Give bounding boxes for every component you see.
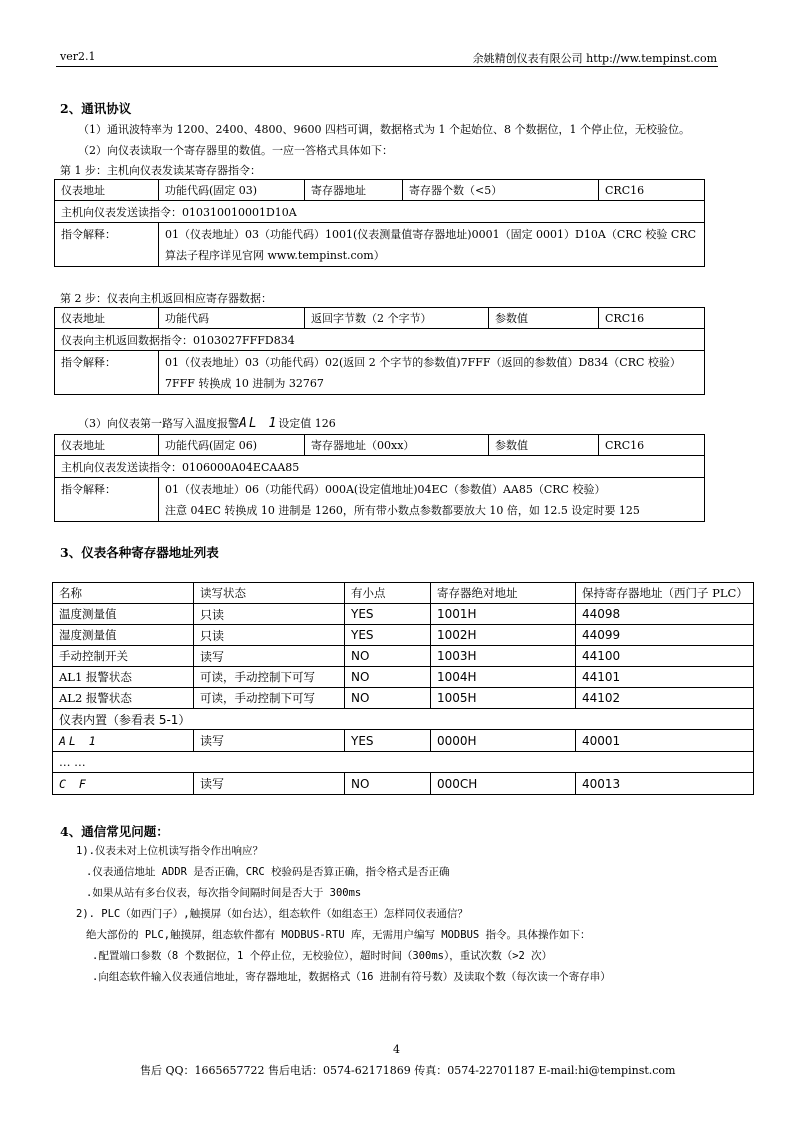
- col-function-code: 功能代码: [159, 308, 305, 329]
- row-holding-address: 44100: [576, 646, 754, 667]
- col-param-value: 参数值: [489, 435, 599, 456]
- row-holding-address: 44098: [576, 604, 754, 625]
- faq-question-2: 2). PLC（如西门子）,触摸屏（如台达），组态软件（如组态王）怎样同仪表通信？: [76, 908, 468, 920]
- col-decimal: 有小点: [345, 583, 431, 604]
- table-row: [53, 773, 754, 795]
- step2-explain-text2: 7FFF 转换成 10 进制为 32767: [165, 377, 324, 390]
- faq-answer-2a: 绝大部份的 PLC,触摸屏，组态软件都有 MODBUS-RTU 库，无需用户编写 MODBUS 指令。具体操作如下：: [86, 929, 591, 941]
- row-holding-address: 44101: [576, 667, 754, 688]
- col-crc16: CRC16: [599, 180, 705, 201]
- row-absolute-address: 1001H: [431, 604, 576, 625]
- company-header: 余姚精创仪表有限公司 http://ww.tempinst.com: [472, 52, 717, 65]
- col-param-value: 参数值: [489, 308, 599, 329]
- row-rw: 可读，手动控制下可写: [194, 667, 345, 688]
- section-4-title: 4、通信常见问题：: [60, 824, 169, 839]
- row-decimal: YES: [345, 625, 431, 646]
- page-number: 4: [393, 1043, 400, 1056]
- step3-title: [78, 415, 336, 431]
- step3-explain-text2: 注意 04EC 转换成 10 进制是 1260，所有带小数点参数都要放大 10 倍，如 12.5 设定时要 125: [165, 504, 640, 517]
- step2-explain-label: 指令解释：: [55, 351, 159, 395]
- step3-send-line: 主机向仪表发送读指令：0106000A04ECAA85: [55, 456, 705, 478]
- col-absolute-address: 寄存器绝对地址: [431, 583, 576, 604]
- step2-send-line: 仪表向主机返回数据指令：0103027FFFD834: [55, 329, 705, 351]
- internal-params-label: 仪表内置（参看表 5-1）: [53, 709, 754, 730]
- row-rw: 只读: [194, 604, 345, 625]
- col-function-code: 功能代码(固定 03): [159, 180, 305, 201]
- col-instrument-address: 仪表地址: [55, 435, 159, 456]
- table-row: [53, 730, 754, 752]
- header-divider: [56, 66, 718, 67]
- row-name: 湿度测量值: [53, 625, 194, 646]
- row-absolute-address: 000CH: [431, 773, 576, 795]
- step3-explain-cell: [159, 478, 705, 522]
- row-name: AL2 报警状态: [53, 688, 194, 709]
- step2-title: 第 2 步：仪表向主机返回相应寄存器数据：: [60, 292, 272, 305]
- row-decimal: NO: [345, 688, 431, 709]
- col-instrument-address: 仪表地址: [55, 180, 159, 201]
- step3-title-b: 设定值 126: [278, 417, 336, 430]
- row-decimal: YES: [345, 730, 431, 752]
- faq-question-1: 1).仪表未对上位机读写指令作出响应？: [76, 845, 263, 857]
- row-absolute-address: 1005H: [431, 688, 576, 709]
- row-holding-address: 40001: [576, 730, 754, 752]
- row-absolute-address: 1004H: [431, 667, 576, 688]
- step2-table: [54, 307, 705, 395]
- col-instrument-address: 仪表地址: [55, 308, 159, 329]
- row-absolute-address: 1002H: [431, 625, 576, 646]
- al1-segment-name: AL 1: [53, 730, 194, 752]
- step3-table: [54, 434, 705, 522]
- table-row: [53, 646, 754, 667]
- step3-explain-label: 指令解释：: [55, 478, 159, 522]
- row-name: AL1 报警状态: [53, 667, 194, 688]
- table-row: [53, 667, 754, 688]
- step1-explain-label: 指令解释：: [55, 223, 159, 267]
- row-holding-address: 44099: [576, 625, 754, 646]
- section-2-title: 2、通讯协议: [60, 101, 132, 116]
- col-return-bytes: 返回字节数（2 个字节）: [305, 308, 489, 329]
- step1-title: 第 1 步：主机向仪表发读某寄存器指令：: [60, 164, 261, 177]
- table-row: [53, 688, 754, 709]
- row-rw: 可读，手动控制下可写: [194, 688, 345, 709]
- row-holding-address: 40013: [576, 773, 754, 795]
- col-name: 名称: [53, 583, 194, 604]
- contact-footer: 售后 QQ：1665657722 售后电话：0574-62171869 传真：0574-22701187 E-mail:hi@tempinst.com: [140, 1064, 676, 1077]
- row-holding-address: 44102: [576, 688, 754, 709]
- row-decimal: NO: [345, 773, 431, 795]
- row-rw: 读写: [194, 646, 345, 667]
- row-decimal: NO: [345, 667, 431, 688]
- step1-send-line: 主机向仪表发送读指令：010310010001D10A: [55, 201, 705, 223]
- col-function-code: 功能代码(固定 06): [159, 435, 305, 456]
- faq-answer-2c: .向组态软件输入仪表通信地址，寄存器地址，数据格式（16 进制有符号数）及读取个数（每次读一个寄存串）: [92, 971, 611, 983]
- row-decimal: YES: [345, 604, 431, 625]
- al1-segment-label: AL 1: [239, 416, 279, 431]
- doc-version: ver2.1: [60, 50, 96, 63]
- faq-answer-1a: .仪表通信地址 ADDR 是否正确，CRC 校验码是否算正确，指令格式是否正确: [86, 866, 450, 878]
- step1-table: [54, 179, 705, 267]
- step3-explain-text: 01（仪表地址）06（功能代码）000A(设定值地址)04EC（参数值）AA85（CRC 校验）: [165, 483, 606, 496]
- col-crc16: CRC16: [599, 308, 705, 329]
- row-rw: 只读: [194, 625, 345, 646]
- step2-explain-cell: [159, 351, 705, 395]
- cf-segment-name: C F: [53, 773, 194, 795]
- table-row: [53, 604, 754, 625]
- table-ellipsis: … …: [53, 752, 754, 773]
- row-rw: 读写: [194, 773, 345, 795]
- faq-answer-2b: .配置端口参数（8 个数据位，1 个停止位，无校验位），超时时间（300ms），重试次数（>2 次）: [92, 950, 553, 962]
- col-register-address: 寄存器地址: [305, 180, 403, 201]
- col-holding-address: 保持寄存器地址（西门子 PLC）: [576, 583, 754, 604]
- col-rw-status: 读写状态: [194, 583, 345, 604]
- row-absolute-address: 1003H: [431, 646, 576, 667]
- read-register-paragraph: （2）向仪表读取一个寄存器里的数值。一应一答格式具体如下：: [78, 144, 393, 157]
- row-rw: 读写: [194, 730, 345, 752]
- row-name: 温度测量值: [53, 604, 194, 625]
- step2-explain-text: 01（仪表地址）03（功能代码）02(返回 2 个字节的参数值)7FFF（返回的参数值）D834（CRC 校验）: [165, 356, 681, 369]
- step1-explain-text: 01（仪表地址）03（功能代码）1001(仪表测量值寄存器地址)0001（固定 0001）D10A（CRC 校验 CRC 算法子程序详见官网 www.tempinst.com）: [159, 223, 705, 267]
- table-row: [53, 625, 754, 646]
- row-absolute-address: 0000H: [431, 730, 576, 752]
- faq-answer-1b: .如果从站有多台仪表，每次指令间隔时间是否大于 300ms: [86, 887, 362, 899]
- section-3-title: 3、仪表各种寄存器地址列表: [60, 545, 219, 560]
- row-decimal: NO: [345, 646, 431, 667]
- baud-rate-paragraph: （1）通讯波特率为 1200、2400、4800、9600 四档可调，数据格式为 1 个起始位、8 个数据位，1 个停止位，无校验位。: [78, 123, 690, 136]
- register-table-header: [53, 583, 754, 604]
- col-crc16: CRC16: [599, 435, 705, 456]
- col-register-count: 寄存器个数（<5）: [403, 180, 599, 201]
- step3-title-a: （3）向仪表第一路写入温度报警: [78, 417, 239, 430]
- register-table: [52, 582, 754, 795]
- col-register-address: 寄存器地址（00xx）: [305, 435, 489, 456]
- row-name: 手动控制开关: [53, 646, 194, 667]
